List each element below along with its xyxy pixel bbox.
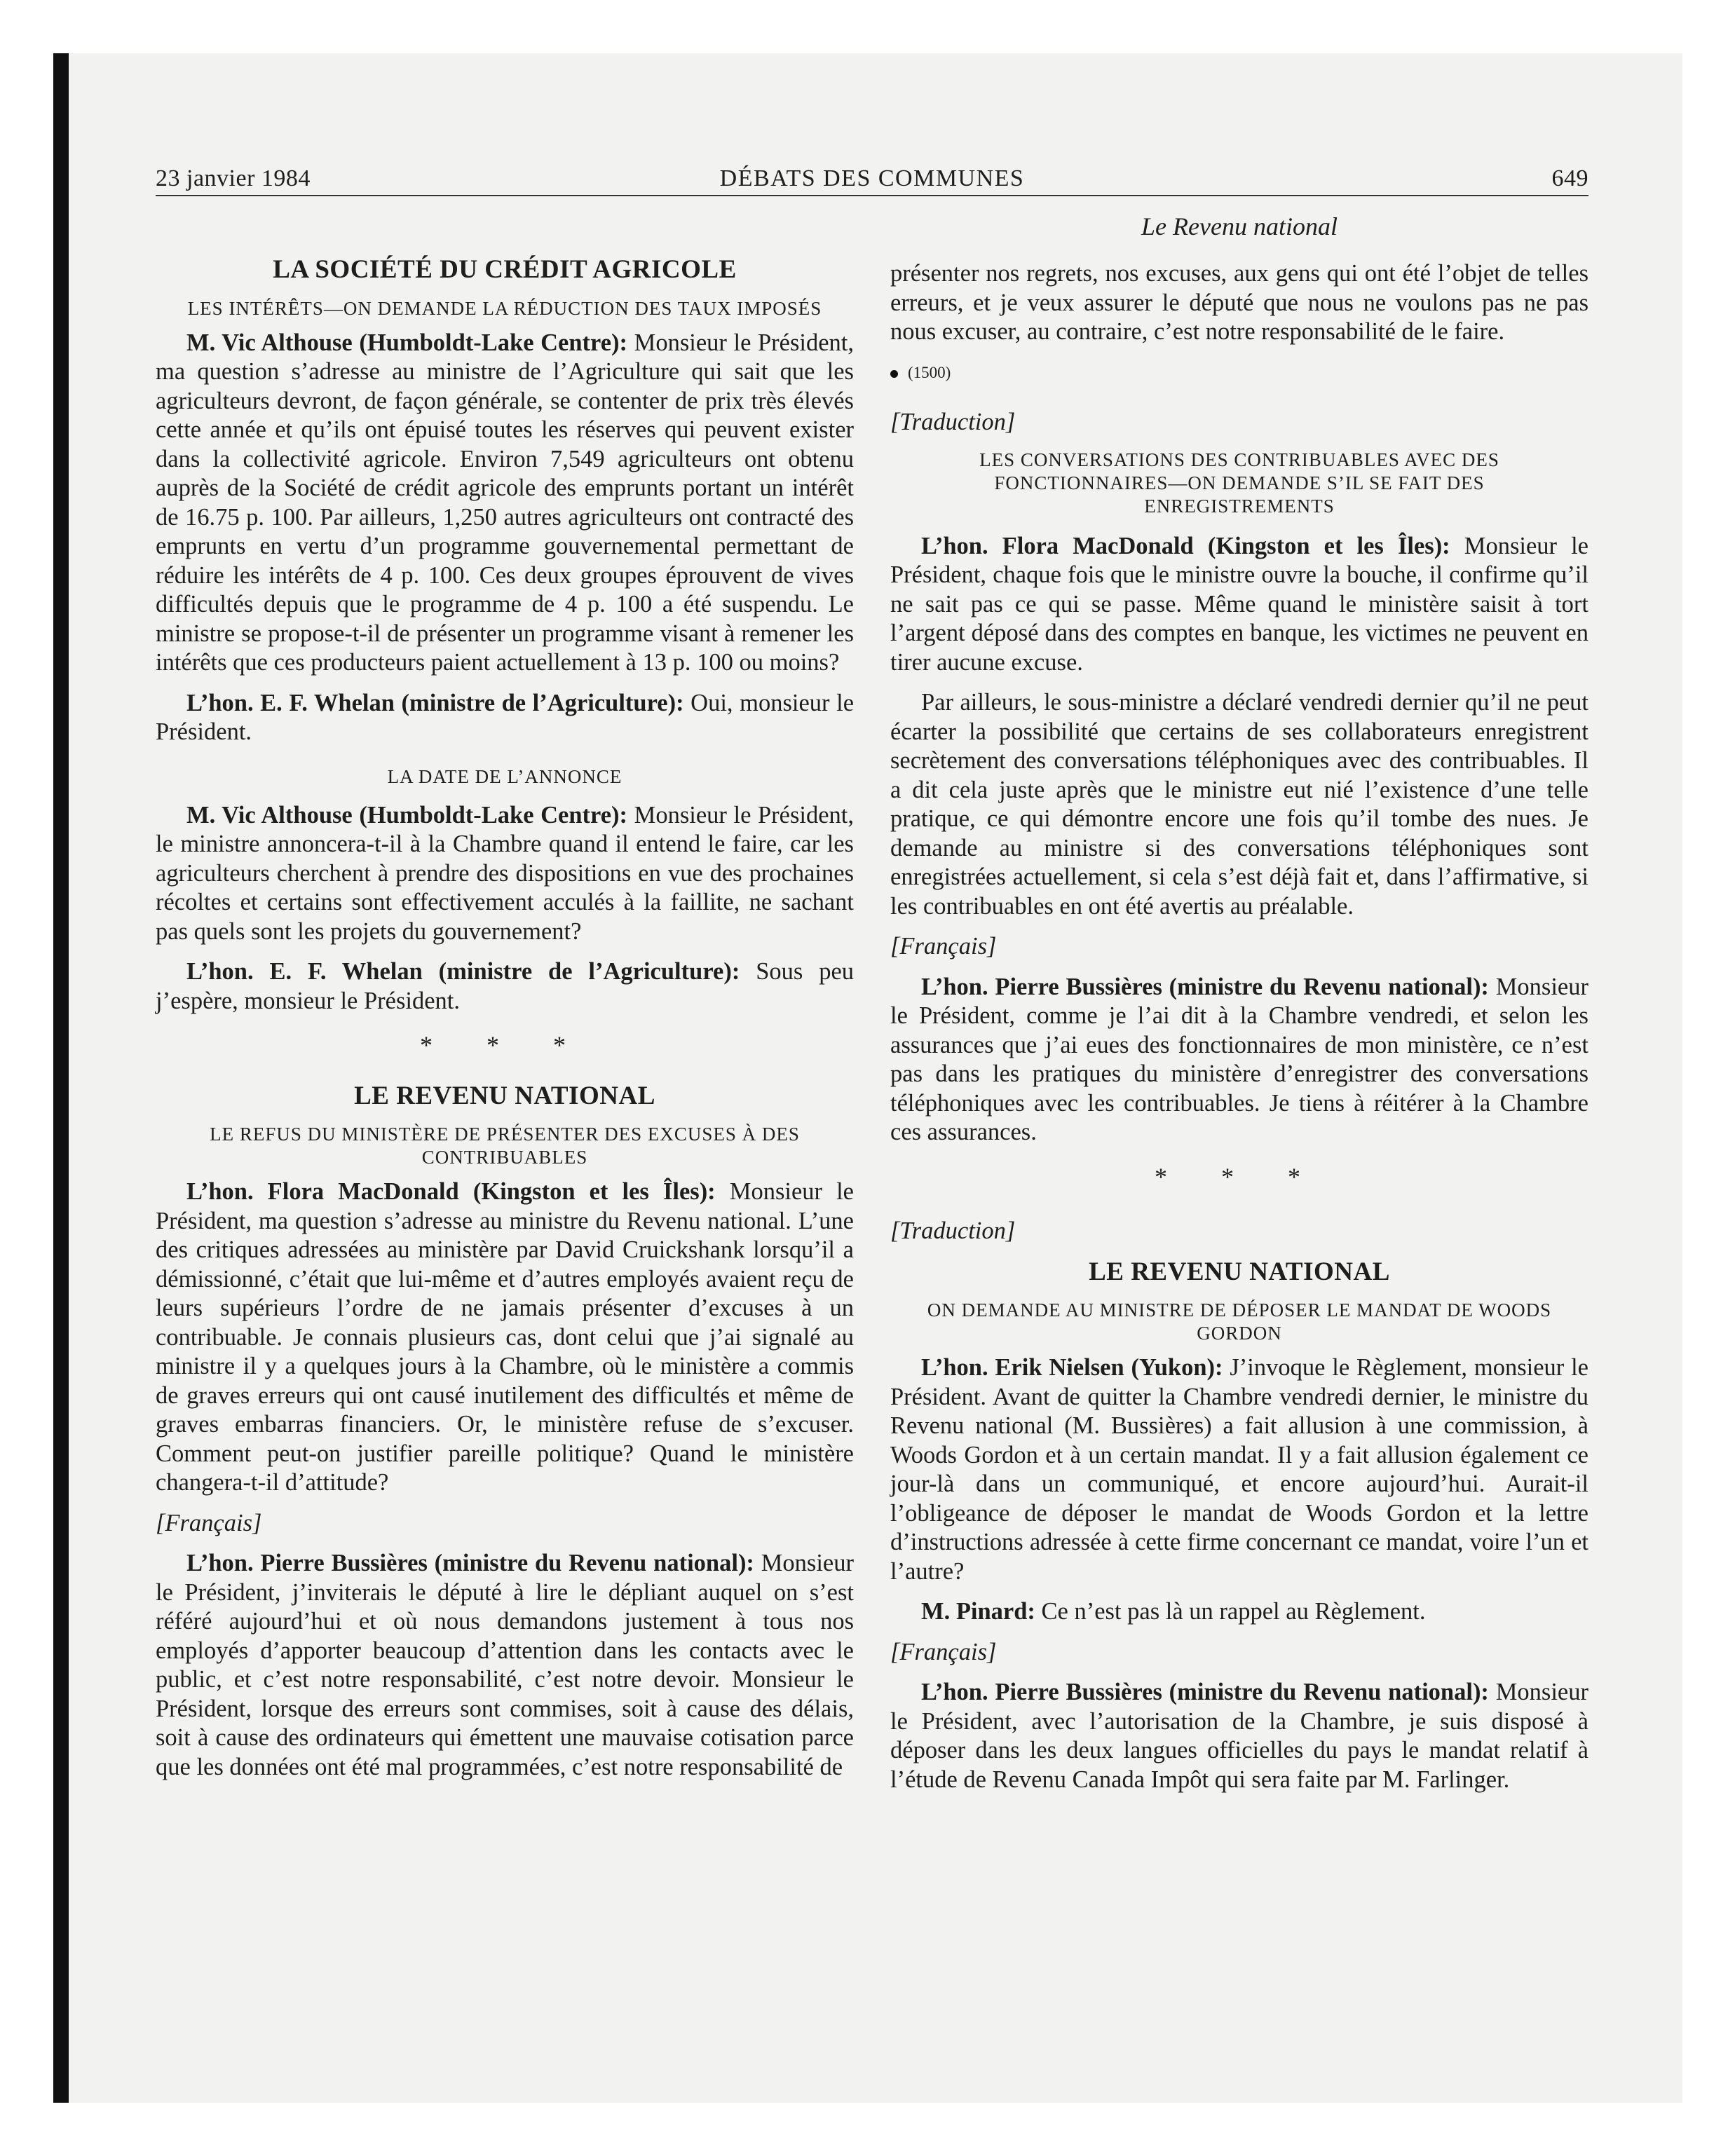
speech-paragraph [156, 801, 854, 947]
speech-paragraph [890, 688, 1588, 921]
right-column [890, 259, 1588, 1806]
speaker-name: L’hon. E. F. Whelan (ministre de l’Agriculture): [186, 958, 740, 985]
language-marker: [Français] [156, 1509, 262, 1536]
speaker-name: L’hon. Flora MacDonald (Kingston et les Îles): [921, 532, 1450, 559]
speaker-name: L’hon. Pierre Bussières (ministre du Revenu national): [186, 1550, 754, 1576]
section-subheading: LA DATE DE L’ANNONCE [387, 765, 622, 787]
speech-paragraph [890, 532, 1588, 678]
speech-text: Monsieur le Président, le ministre annoncera-t-il à la Chambre quand il entend le faire, car les agriculteurs cherchent à prendre des dispositions en vue des prochaines récoltes et certains sont effectivement acculés à la faillite, ne sachant pas quels sont les projets du gouvernement? [156, 801, 854, 945]
speech-text: J’invoque le Règlement, monsieur le Président. Avant de quitter la Chambre vendredi dernier, le ministre du Revenu national (M. Bussières) a fait allusion à une commission, à Woods Gordon et à un certain mandat. Il y a fait allusion également ce jour-là dans un communiqué, et encore aujourd’hui. Aurait-il l’obligeance de déposer le mandat de Woods Gordon et la lettre d’instructions adressée à cette firme concernant ce mandat, voire l’un et l’autre? [890, 1354, 1588, 1585]
section-heading: LE REVENU NATIONAL [1089, 1257, 1390, 1286]
speaker-name: L’hon. E. F. Whelan (ministre de l’Agriculture): [186, 689, 684, 716]
speech-text: Oui, monsieur le Président. [156, 689, 855, 745]
section-heading: LA SOCIÉTÉ DU CRÉDIT AGRICOLE [273, 255, 737, 284]
speech-text: Monsieur le Président, ma question s’adresse au ministre du Revenu national. L’une des critiques adressées au ministère par David Cruickshank lorsqu’il a démissionné, c’était que lui-même et d’autres employés avaient reçu de leurs supérieurs l’ordre de ne jamais présenter d’excuses à un contribuable. Je connais plusieurs cas, dont celui que j’ai signalé au ministre il y a quelques jours à la Chambre, où le ministère a commis de graves erreurs qui ont causé inutilement des difficultés et même de graves embarras financiers. Or, le ministère refuse de s’excuser. Comment peut-on justifier pareille politique? Quand le ministère changera-t-il d’attitude? [156, 1178, 854, 1496]
speaker-name: M. Vic Althouse (Humboldt-Lake Centre): [186, 801, 628, 828]
time-marker: (1500) [890, 358, 1588, 388]
speech-text: Ce n’est pas là un rappel au Règlement. [1041, 1598, 1426, 1625]
running-head: Le Revenu national [1141, 212, 1338, 240]
section-subheading: LES CONVERSATIONS DES CONTRIBUABLES AVEC DES FONCTIONNAIRES—ON DEMANDE S’IL SE FAIT DES ENREGISTREMENTS [979, 449, 1499, 517]
speech-paragraph [890, 1353, 1588, 1586]
speaker-name: L’hon. Pierre Bussières (ministre du Revenu national): [921, 1679, 1489, 1705]
header-title: DÉBATS DES COMMUNES [719, 165, 1025, 191]
speech-paragraph [890, 1678, 1588, 1794]
section-heading: LE REVENU NATIONAL [354, 1081, 655, 1110]
speech-text: Monsieur le Président, avec l’autorisation de la Chambre, je suis disposé à déposer dans les deux langues officielles du pays le mandat relatif à l’étude de Revenu Canada Impôt qui sera faite par M. Farlinger. [890, 1679, 1588, 1793]
speech-text: présenter nos regrets, nos excuses, aux gens qui ont été l’objet de telles erreurs, et je veux assurer le député que nous ne voulons pas ne pas nous excuser, au contraire, c’est notre responsabilité de le faire. [890, 260, 1588, 345]
speech-paragraph [156, 957, 854, 1016]
scan-edge [53, 53, 69, 2103]
section-subheading: ON DEMANDE AU MINISTRE DE DÉPOSER LE MANDAT DE WOODS GORDON [927, 1299, 1552, 1344]
speech-text: Monsieur le Président, j’inviterais le député à lire le dépliant auquel on s’est référé aujourd’hui et où nous demandons justement à tous nos employés d’apporter beaucoup d’attention dans les contacts avec le public, et c’est notre responsabilité, c’est notre devoir. Monsieur le Président, lorsque des erreurs sont commises, soit à cause des délais, soit à cause des ordinateurs qui émettent une mauvaise cotisation parce que les données ont été mal programmées, c’est notre responsabilité de [156, 1550, 854, 1780]
header-date: 23 janvier 1984 [156, 165, 311, 191]
speech-text: Monsieur le Président, comme je l’ai dit à la Chambre vendredi, et selon les assurances que j’ai eues des fonctionnaires de mon ministère, ce n’est pas dans les pratiques du ministère d’enregistrer des conversations téléphoniques avec les contribuables. Je tiens à réitérer à la Chambre ces assurances. [890, 973, 1588, 1145]
speech-paragraph [890, 259, 1588, 347]
speech-paragraph [890, 1597, 1588, 1627]
speech-text: Monsieur le Président, ma question s’adresse au ministre de l’Agriculture qui sait que les agriculteurs devront, de façon générale, se contenter de prix très élevés cette année et qu’ils ont épuisé toutes les réserves qui peuvent exister dans la collectivité agricole. Environ 7,549 agriculteurs ont obtenu auprès de la Société de crédit agricole des emprunts portant un intérêt de 16.75 p. 100. Par ailleurs, 1,250 autres agriculteurs ont contracté des emprunts en vertu d’un programme gouvernemental permettant de réduire les intérêts de 4 p. 100. Ces deux groupes éprouvent de vives difficultés depuis que le programme de 4 p. 100 a été suspendu. Le ministre se propose-t-il de présenter un programme visant à remener les intérêts que ces producteurs paient actuellement à 13 p. 100 ou moins? [156, 329, 854, 676]
left-column [156, 245, 854, 1793]
language-marker: [Français] [890, 933, 997, 960]
speech-paragraph [156, 689, 854, 747]
speech-paragraph [156, 1549, 854, 1782]
page-header [156, 163, 1588, 196]
speaker-name: L’hon. Flora MacDonald (Kingston et les Îles): [186, 1178, 716, 1205]
speaker-name: M. Vic Althouse (Humboldt-Lake Centre): [186, 329, 628, 356]
speech-text: Sous peu j’espère, monsieur le Président. [156, 958, 855, 1014]
language-marker: [Traduction] [890, 409, 1016, 435]
speech-text: Par ailleurs, le sous-ministre a déclaré vendredi dernier qu’il ne peut écarter la possibilité que certains de ses collaborateurs enregistrent secrètement des conversations téléphoniques avec des contribuables. Il a dit cela juste après que le ministre eut nié l’existence d’une telle pratique, ce qui démontre encore une fois qu’il tombe des nues. Je demande au ministre si des conversations téléphoniques sont enregistrées actuellement, si cela s’est déjà fait et, dans l’affirmative, si les contribuables en ont été avertis au préalable. [890, 689, 1588, 920]
speaker-name: M. Pinard: [921, 1598, 1035, 1625]
speaker-name: L’hon. Pierre Bussières (ministre du Revenu national): [921, 973, 1489, 1000]
speech-paragraph [156, 1178, 854, 1498]
language-marker: [Français] [890, 1638, 997, 1665]
section-subheading: LES INTÉRÊTS—ON DEMANDE LA RÉDUCTION DES TAUX IMPOSÉS [187, 297, 822, 319]
speech-paragraph [890, 973, 1588, 1147]
page-number: 649 [1551, 165, 1588, 191]
bullet-icon [890, 370, 898, 378]
speech-text: Monsieur le Président, chaque fois que le ministre ouvre la bouche, il confirme qu’il ne sait pas ce qui se passe. Même quand le ministère saisit à tort l’argent déposé dans des comptes en banque, les victimes ne peuvent en tirer aucune excuse. [890, 532, 1588, 676]
speech-paragraph [156, 329, 854, 678]
section-subheading: LE REFUS DU MINISTÈRE DE PRÉSENTER DES EXCUSES À DES CONTRIBUABLES [210, 1124, 800, 1168]
section-separator: * * * [420, 1031, 590, 1059]
speaker-name: L’hon. Erik Nielsen (Yukon): [921, 1354, 1223, 1381]
language-marker: [Traduction] [890, 1217, 1016, 1244]
section-separator: * * * [1155, 1162, 1324, 1191]
